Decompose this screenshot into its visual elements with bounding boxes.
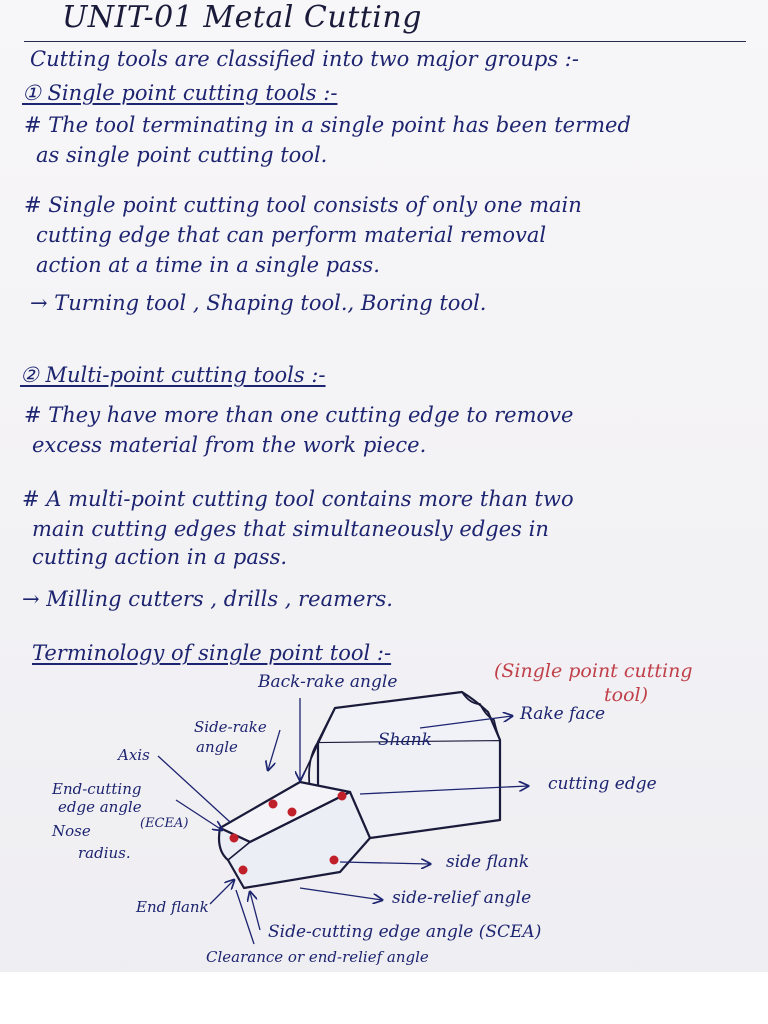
diagram-note-line1: (Single point cutting <box>494 660 693 682</box>
section1-p2-line2: cutting edge that can perform material removal <box>36 223 547 247</box>
label-axis: Axis <box>118 746 150 764</box>
intro-text: Cutting tools are classified into two major groups :- <box>30 47 579 71</box>
section1-p2-line1: # Single point cutting tool consists of only one main <box>24 193 582 217</box>
side-relief-arrow <box>300 888 382 900</box>
label-side-rake-2: angle <box>196 738 238 756</box>
rake-face-dot <box>269 800 278 809</box>
label-side-relief-angle: side-relief angle <box>392 888 532 908</box>
section2-p1-line2: excess material from the work piece. <box>32 433 427 457</box>
label-clearance-angle: Clearance or end-relief angle <box>206 948 429 966</box>
section2-p1-line1: # They have more than one cutting edge to remove <box>24 403 574 427</box>
section1-p1-line1: # The tool terminating in a single point has been termed <box>24 113 631 137</box>
scea-arrow <box>250 892 260 930</box>
label-end-flank: End flank <box>136 898 209 916</box>
side-rake-arrow <box>268 730 280 770</box>
diagram-note-line2: tool) <box>604 684 649 706</box>
section1-p1-line2: as single point cutting tool. <box>36 143 328 167</box>
section2-p2-line1: # A multi-point cutting tool contains more than two <box>22 487 574 511</box>
label-back-rake-angle: Back-rake angle <box>258 672 398 692</box>
section1-examples: → Turning tool , Shaping tool., Boring tool. <box>30 291 487 315</box>
page-title: UNIT-01 Metal Cutting <box>62 0 422 35</box>
section1-p2-line3: action at a time in a single pass. <box>36 253 380 277</box>
label-nose-1: Nose <box>52 822 91 840</box>
label-nose-2: radius. <box>78 844 131 862</box>
label-rake-face: Rake face <box>520 704 606 724</box>
label-side-flank: side flank <box>446 852 530 872</box>
side-flank-arrow <box>340 862 430 864</box>
label-shank: Shank <box>378 730 432 750</box>
section2-heading: ② Multi-point cutting tools :- <box>20 363 326 387</box>
side-rake-dot <box>288 808 297 817</box>
label-side-rake-1: Side-rake <box>194 718 267 736</box>
terminology-heading: Terminology of single point tool :- <box>32 641 392 665</box>
label-ecea-2: edge angle <box>58 798 142 816</box>
section2-p2-line2: main cutting edges that simultaneously edges in <box>32 517 549 541</box>
label-ecea-3: (ECEA) <box>140 816 189 831</box>
end-flank-dot <box>239 866 248 875</box>
label-ecea-1: End-cutting <box>52 780 142 798</box>
end-flank-arrow <box>210 880 234 904</box>
section2-p2-line3: cutting action in a pass. <box>32 545 288 569</box>
cutting-edge-dot <box>338 792 347 801</box>
section2-examples: → Milling cutters , drills , reamers. <box>22 587 393 611</box>
section1-heading: ① Single point cutting tools :- <box>22 81 338 105</box>
nose-dot <box>230 834 239 843</box>
label-cutting-edge: cutting edge <box>548 774 657 794</box>
side-flank-dot <box>330 856 339 865</box>
label-scea: Side-cutting edge angle (SCEA) <box>268 922 542 942</box>
shank-left-edge <box>309 742 318 790</box>
